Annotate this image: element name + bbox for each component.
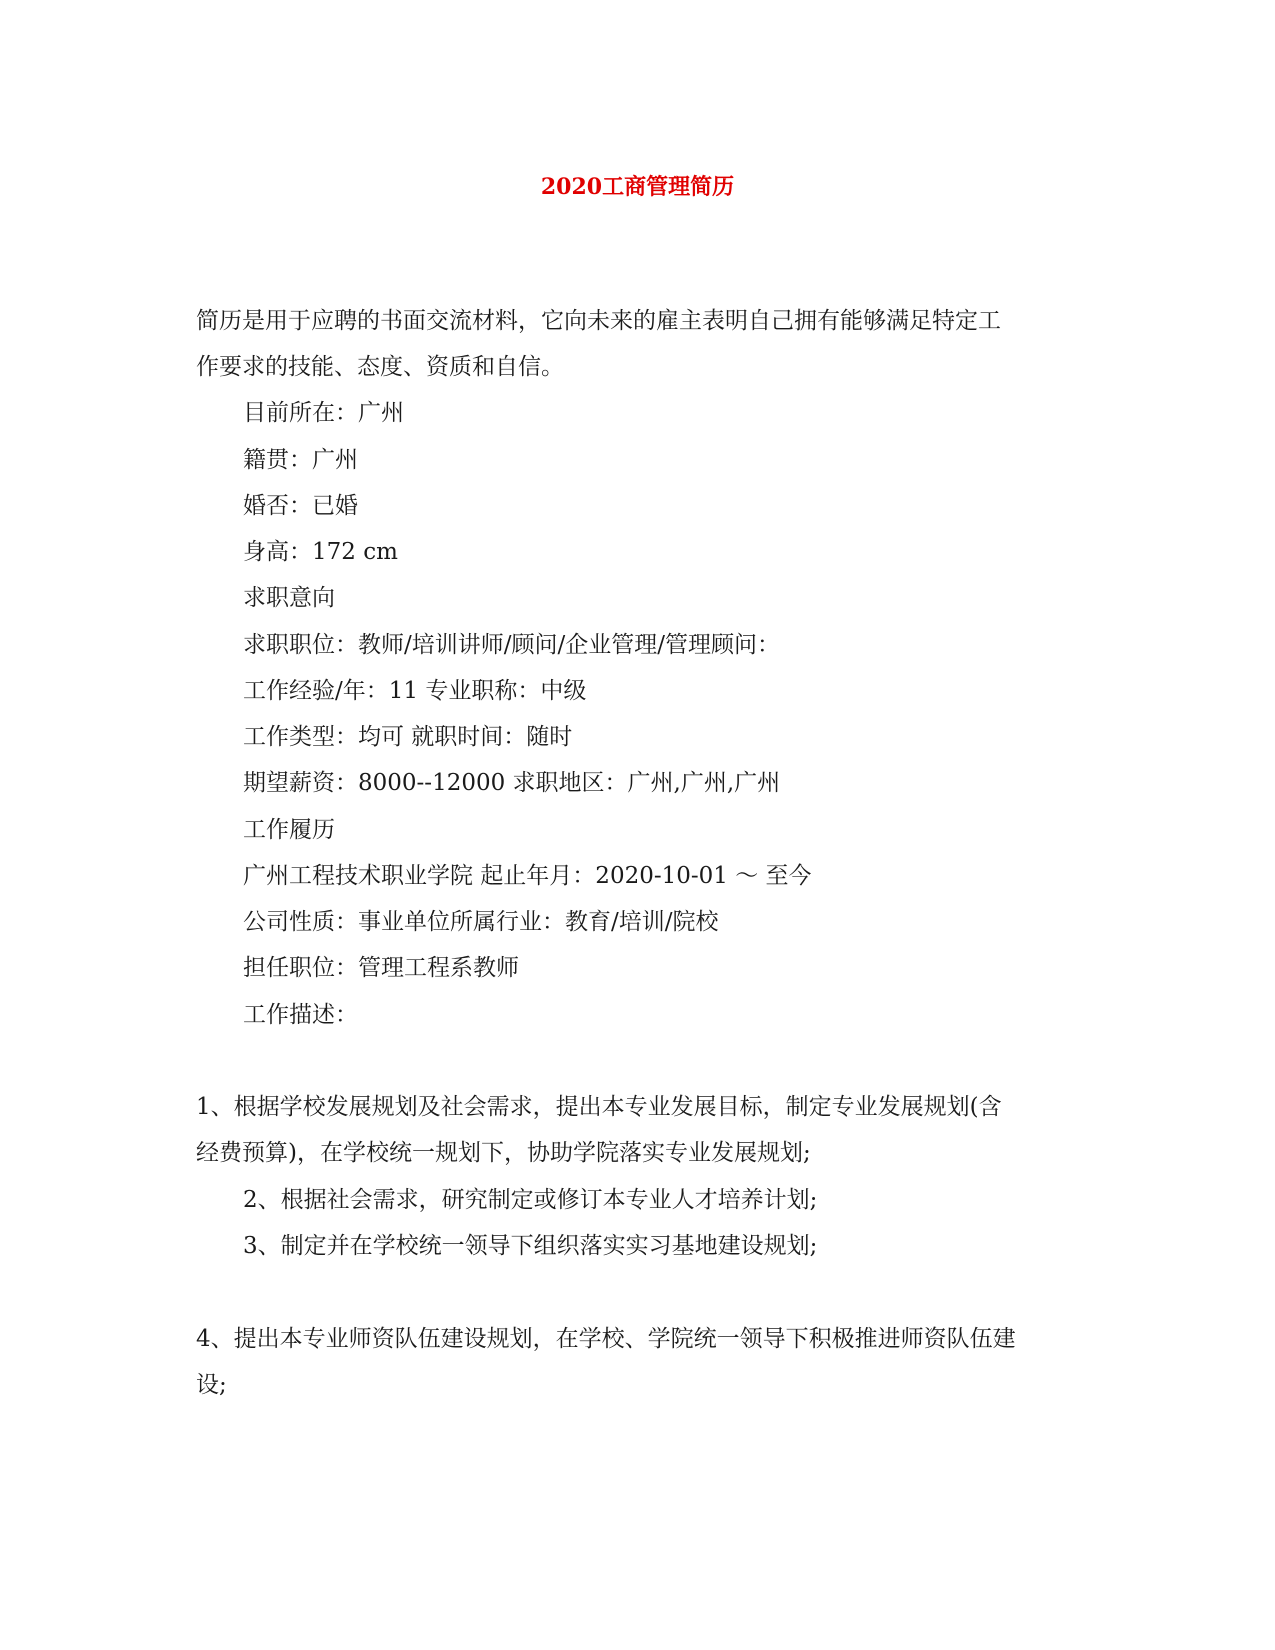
work-type: 工作类型：均可 就职时间：随时 [243,724,573,750]
employer-period: 广州工程技术职业学院 起止年月：2020-10-01 ～ 至今 [243,863,812,889]
job-description-heading: 工作描述： [243,1002,358,1028]
job-intention-heading: 求职意向 [243,585,335,611]
duty-4-line-1: 4、提出本专业师资队伍建设规划，在学校、学院统一领导下积极推进师资队伍建 [196,1326,1016,1352]
work-history-heading: 工作履历 [243,817,335,843]
intro-line-2: 作要求的技能、态度、资质和自信。 [196,354,564,380]
duty-1-line-1: 1、根据学校发展规划及社会需求，提出本专业发展目标，制定专业发展规划(含 [196,1094,1002,1120]
duty-3: 3、制定并在学校统一领导下组织落实实习基地建设规划; [243,1233,818,1259]
profile-marital-status: 婚否：已婚 [243,493,358,519]
profile-height: 身高：172 cm [243,539,398,565]
work-experience: 工作经验/年：11 专业职称：中级 [243,678,587,704]
duty-1-line-2: 经费预算)，在学校统一规划下，协助学院落实专业发展规划; [196,1140,811,1166]
desired-position: 求职职位：教师/培训讲师/顾问/企业管理/管理顾问： [243,632,780,658]
duty-4-line-2: 设; [196,1372,227,1398]
profile-native-place: 籍贯：广州 [243,447,358,473]
company-nature: 公司性质：事业单位所属行业：教育/培训/院校 [243,909,719,935]
duty-2: 2、根据社会需求，研究制定或修订本专业人才培养计划; [243,1187,818,1213]
position-held: 担任职位：管理工程系教师 [243,955,519,981]
document-title: 2020工商管理简历 [540,174,735,200]
profile-location: 目前所在：广州 [243,400,404,426]
expected-salary: 期望薪资：8000--12000 求职地区：广州,广州,广州 [243,770,781,796]
intro-line-1: 简历是用于应聘的书面交流材料，它向未来的雇主表明自己拥有能够满足特定工 [196,308,1001,334]
